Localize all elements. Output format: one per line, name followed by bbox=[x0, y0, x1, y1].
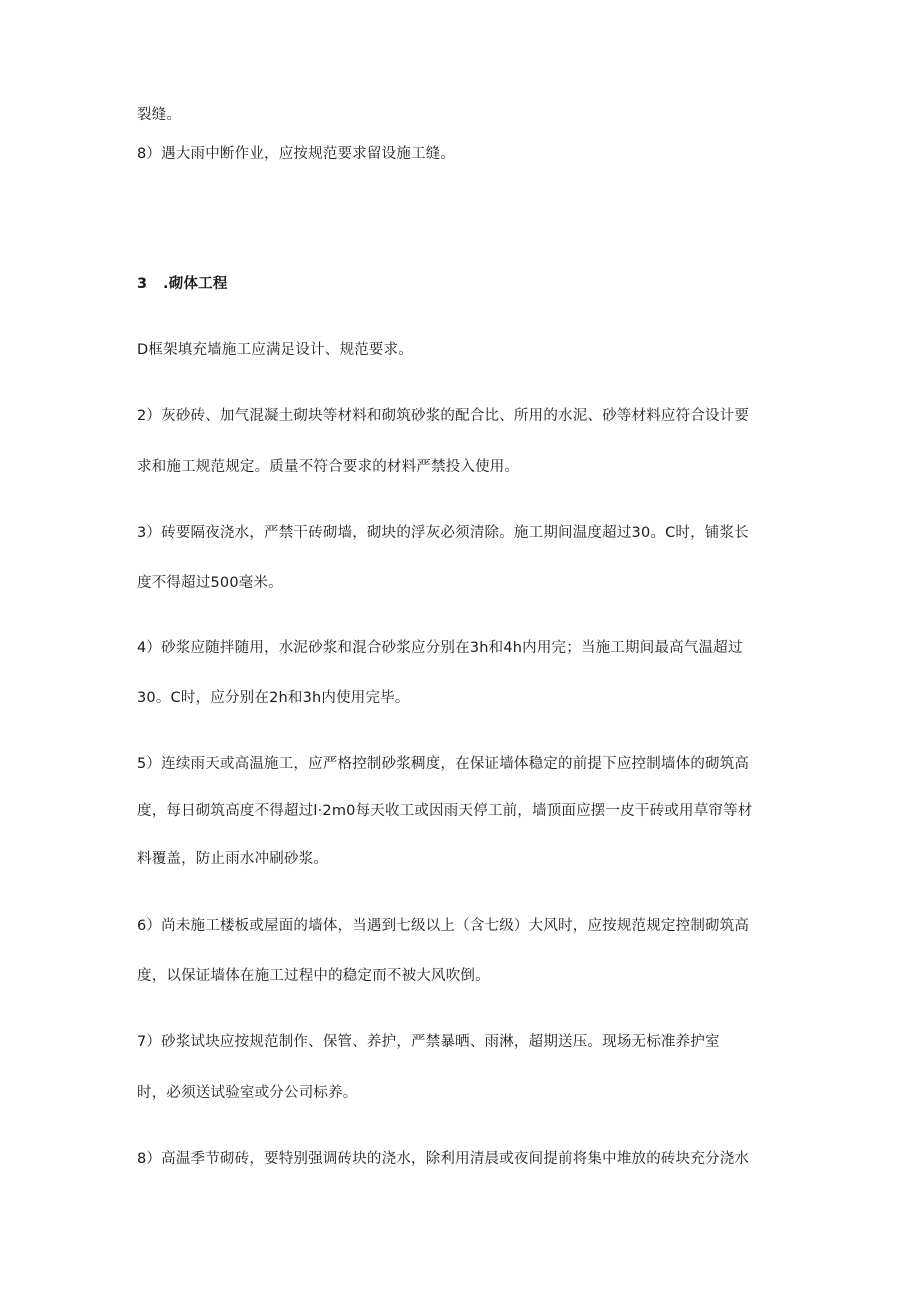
text-line-item-3a: 3）砖要隔夜浇水，严禁干砖砌墙，砌块的浮灰必须清除。施工期间温度超过30。C时，铺浆长 bbox=[137, 525, 749, 541]
text-line-crack-end: 裂缝。 bbox=[137, 107, 182, 123]
text-line-item-6b: 度，以保证墙体在施工过程中的稳定而不被大风吹倒。 bbox=[137, 968, 490, 984]
text-line-item-5b: 度，每日砌筑高度不得超过l·2m0每天收工或因雨天停工前，墙顶面应摆一皮干砖或用草帘等材 bbox=[137, 803, 753, 819]
text-line-item-5a: 5）连续雨天或高温施工，应严格控制砂浆稠度，在保证墙体稳定的前提下应控制墙体的砌筑高 bbox=[137, 756, 750, 772]
text-line-item-5c: 料覆盖，防止雨水冲刷砂浆。 bbox=[137, 851, 329, 867]
text-line-item-6a: 6）尚未施工楼板或屋面的墙体，当遇到七级以上（含七级）大风时，应按规范规定控制砌筑高 bbox=[137, 918, 750, 934]
text-line-item-1: D框架填充墙施工应满足设计、规范要求。 bbox=[137, 342, 413, 358]
text-line-item-3b: 度不得超过500毫米。 bbox=[137, 575, 283, 591]
text-line-item-8-rain: 8）遇大雨中断作业，应按规范要求留设施工缝。 bbox=[137, 146, 456, 162]
text-line-item-8a: 8）高温季节砌砖，要特别强调砖块的浇水，除利用清晨或夜间提前将集中堆放的砖块充分浇水 bbox=[137, 1151, 750, 1167]
text-line-item-2a: 2）灰砂砖、加气混凝土砌块等材料和砌筑砂浆的配合比、所用的水泥、砂等材料应符合设计要 bbox=[137, 408, 750, 424]
text-line-item-2b: 求和施工规范规定。质量不符合要求的材料严禁投入使用。 bbox=[137, 459, 520, 475]
text-line-item-4b: 30。C时，应分别在2h和3h内使用完毕。 bbox=[137, 690, 410, 706]
section-heading-masonry: 3 .砌体工程 bbox=[137, 276, 228, 292]
text-line-item-7a: 7）砂浆试块应按规范制作、保管、养护，严禁暴晒、雨淋，超期送压。现场无标准养护室 bbox=[137, 1034, 720, 1050]
text-line-item-7b: 时，必须送试验室或分公司标养。 bbox=[137, 1085, 358, 1101]
text-line-item-4a: 4）砂浆应随拌随用，水泥砂浆和混合砂浆应分别在3h和4h内用完；当施工期间最高气温超过 bbox=[137, 640, 743, 656]
